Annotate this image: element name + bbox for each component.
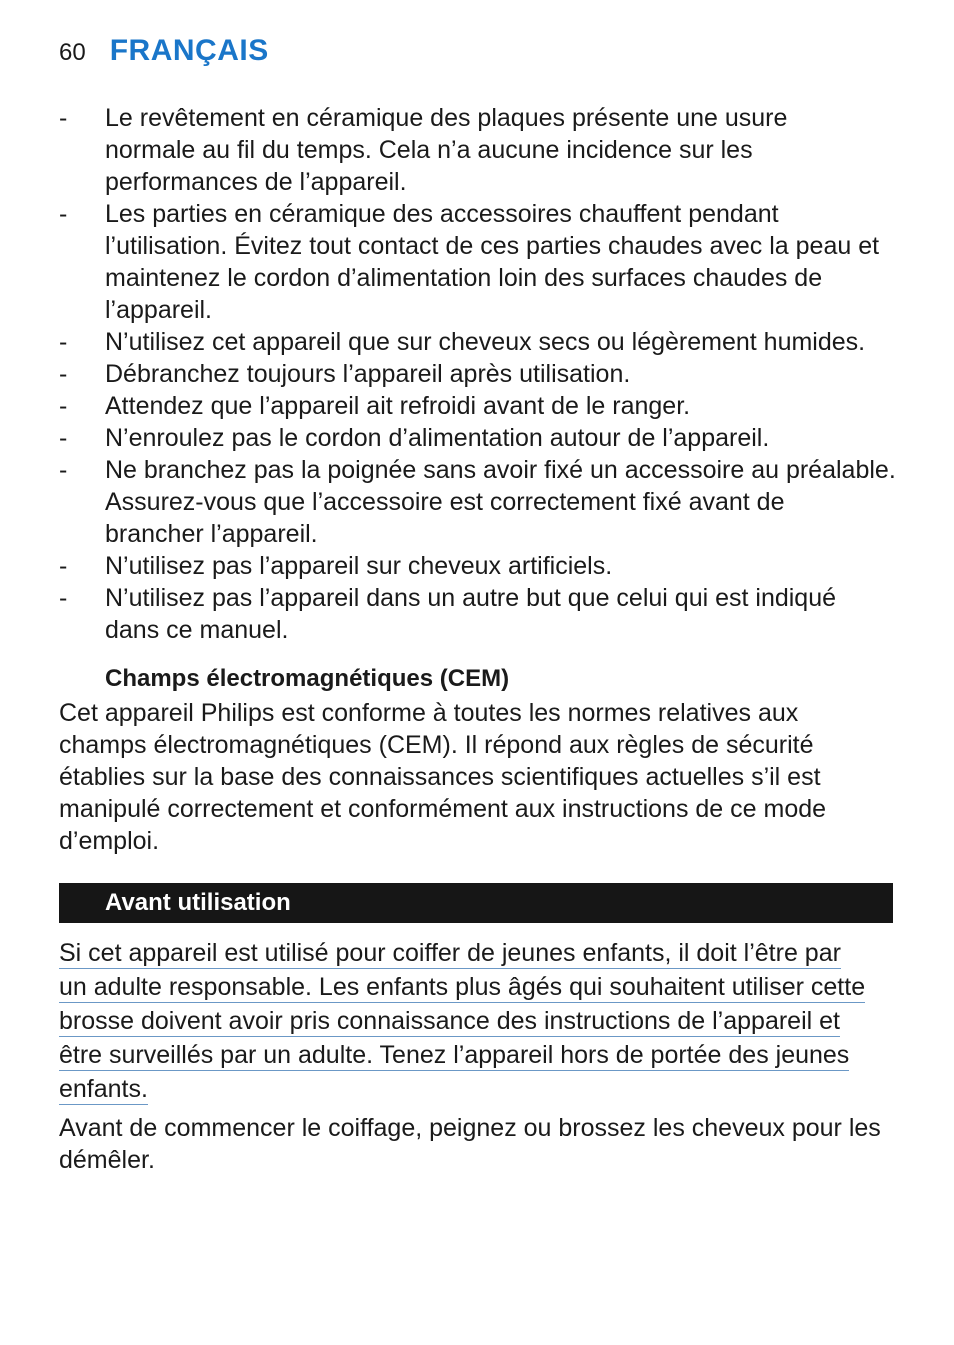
language-title: FRANÇAIS — [109, 34, 269, 67]
bullet-line: maintenez le cordon d’alimentation loin des surfaces chaudes de — [105, 264, 823, 292]
bullet-line: brancher l’appareil. — [105, 520, 318, 548]
bullet-line: normale au fil du temps. Cela n’a aucune incidence sur les — [105, 136, 753, 164]
bullet-item — [59, 198, 909, 326]
bullet-line: N’utilisez pas l’appareil dans un autre but que celui qui est indiqué — [105, 584, 837, 612]
bullet-line: Ne branchez pas la poignée sans avoir fixé un accessoire au préalable. — [105, 456, 896, 484]
warning-line: un adulte responsable. Les enfants plus âgés qui souhaitent utiliser cette — [59, 973, 866, 1001]
warning-line: être surveillés par un adulte. Tenez l’appareil hors de portée des jeunes — [59, 1041, 850, 1069]
bullet-dash: - — [59, 104, 68, 132]
warning-line: enfants. — [59, 1075, 148, 1103]
bullet-line: N’utilisez cet appareil que sur cheveux secs ou légèrement humides. — [105, 328, 866, 356]
bullet-dash: - — [59, 328, 68, 356]
bullet-item — [59, 102, 909, 198]
bullet-item — [59, 358, 909, 390]
bullet-dash: - — [59, 424, 68, 452]
section-title: Avant utilisation — [105, 889, 291, 916]
child-safety-warning — [59, 937, 899, 1107]
bullet-line: N’utilisez pas l’appareil sur cheveux artificiels. — [105, 552, 613, 580]
safety-bullet-list — [59, 102, 909, 646]
bullet-line: Attendez que l’appareil ait refroidi avant de le ranger. — [105, 392, 691, 420]
emc-heading: Champs électromagnétiques (CEM) — [105, 665, 510, 692]
section-title-bar — [59, 883, 893, 923]
before-use-paragraph — [59, 1112, 899, 1176]
bullet-item — [59, 550, 909, 582]
emc-line: d’emploi. — [59, 827, 160, 855]
emc-paragraph — [59, 697, 899, 857]
bullet-dash: - — [59, 392, 68, 420]
bullet-line: dans ce manuel. — [105, 616, 289, 644]
bullet-dash: - — [59, 552, 68, 580]
page-header — [59, 34, 269, 74]
bullet-item — [59, 326, 909, 358]
bullet-dash: - — [59, 200, 68, 228]
before-use-line: Avant de commencer le coiffage, peignez ou brossez les cheveux pour les — [59, 1114, 881, 1142]
emc-line: établies sur la base des connaissances scientifiques actuelles s’il est — [59, 763, 821, 791]
bullet-dash: - — [59, 456, 68, 484]
emc-line: champs électromagnétiques (CEM). Il répond aux règles de sécurité — [59, 731, 814, 759]
bullet-line: Les parties en céramique des accessoires chauffent pendant — [105, 200, 779, 228]
warning-line: Si cet appareil est utilisé pour coiffer de jeunes enfants, il doit l’être par — [59, 939, 841, 967]
bullet-item — [59, 582, 909, 646]
page-number: 60 — [59, 39, 86, 66]
bullet-line: Assurez-vous que l’accessoire est correctement fixé avant de — [105, 488, 785, 516]
bullet-line: l’utilisation. Évitez tout contact de ces parties chaudes avec la peau et — [105, 232, 880, 260]
bullet-item — [59, 390, 909, 422]
emc-line: manipulé correctement et conformément aux instructions de ce mode — [59, 795, 827, 823]
bullet-dash: - — [59, 360, 68, 388]
bullet-item — [59, 422, 909, 454]
before-use-line: démêler. — [59, 1146, 155, 1174]
bullet-line: N’enroulez pas le cordon d’alimentation autour de l’appareil. — [105, 424, 770, 452]
bullet-line: Débranchez toujours l’appareil après utilisation. — [105, 360, 631, 388]
bullet-line: l’appareil. — [105, 296, 213, 324]
bullet-dash: - — [59, 584, 68, 612]
bullet-line: performances de l’appareil. — [105, 168, 407, 196]
warning-line: brosse doivent avoir pris connaissance des instructions de l’appareil et — [59, 1007, 840, 1035]
bullet-item — [59, 454, 909, 550]
emc-line: Cet appareil Philips est conforme à toutes les normes relatives aux — [59, 699, 799, 727]
bullet-line: Le revêtement en céramique des plaques présente une usure — [105, 104, 788, 132]
